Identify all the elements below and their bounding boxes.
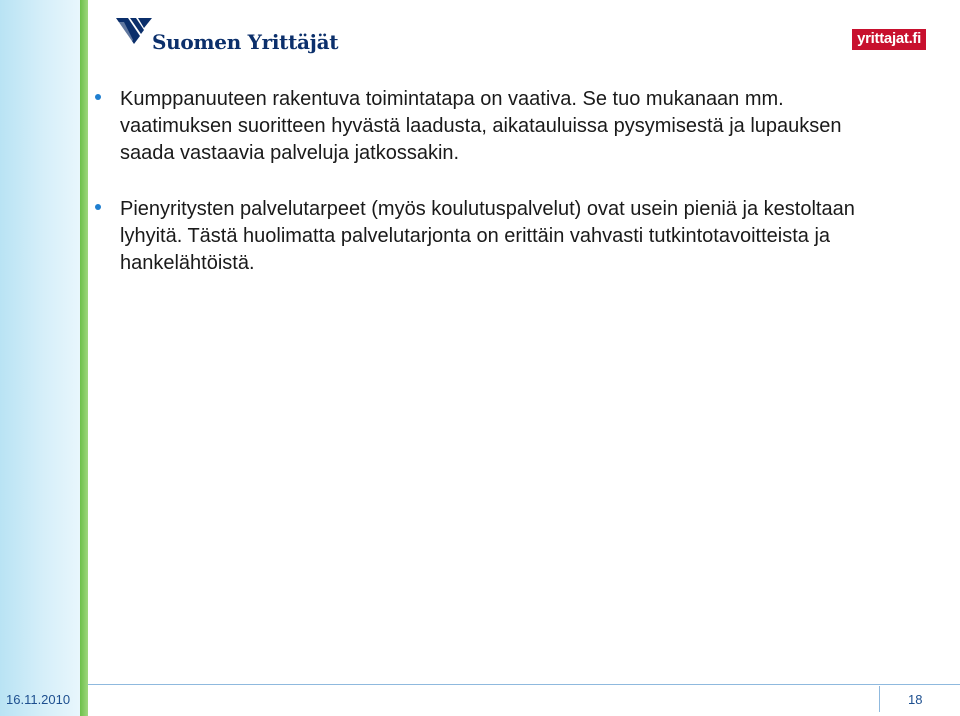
bullet-text: Pienyritysten palvelutarpeet (myös koulutuspalvelut) ovat usein pieniä ja kestoltaan lyhyitä. Tästä huolimatta palvelutarjonta on erittäin vahvasti tutkintotavoitteista ja hankelähtöistä. bbox=[120, 198, 855, 274]
footer-date: 16.11.2010 bbox=[6, 692, 71, 707]
bullet-item bbox=[92, 196, 892, 277]
footer-separator bbox=[879, 686, 880, 712]
logo-text: Suomen Yrittäjät bbox=[152, 30, 339, 54]
bullet-item bbox=[92, 86, 892, 167]
suomen-yrittajat-logo bbox=[114, 14, 339, 54]
bullet-dot-icon bbox=[95, 94, 101, 100]
green-accent-stripe bbox=[80, 0, 88, 716]
page-number: 18 bbox=[908, 692, 923, 707]
slide-content bbox=[92, 86, 892, 306]
logo-emblem-icon bbox=[114, 14, 154, 54]
bullet-dot-icon bbox=[95, 204, 101, 210]
footer-divider bbox=[88, 684, 960, 685]
bullet-text: Kumppanuuteen rakentuva toimintatapa on vaativa. Se tuo mukanaan mm. vaatimuksen suoritteen hyvästä laadusta, aikatauluissa pysymisestä ja lupauksen saada vastaavia palveluja jatkossakin. bbox=[120, 88, 842, 164]
left-decorative-band bbox=[0, 0, 80, 716]
yrittajat-fi-badge[interactable]: yrittajat.fi bbox=[852, 29, 926, 50]
